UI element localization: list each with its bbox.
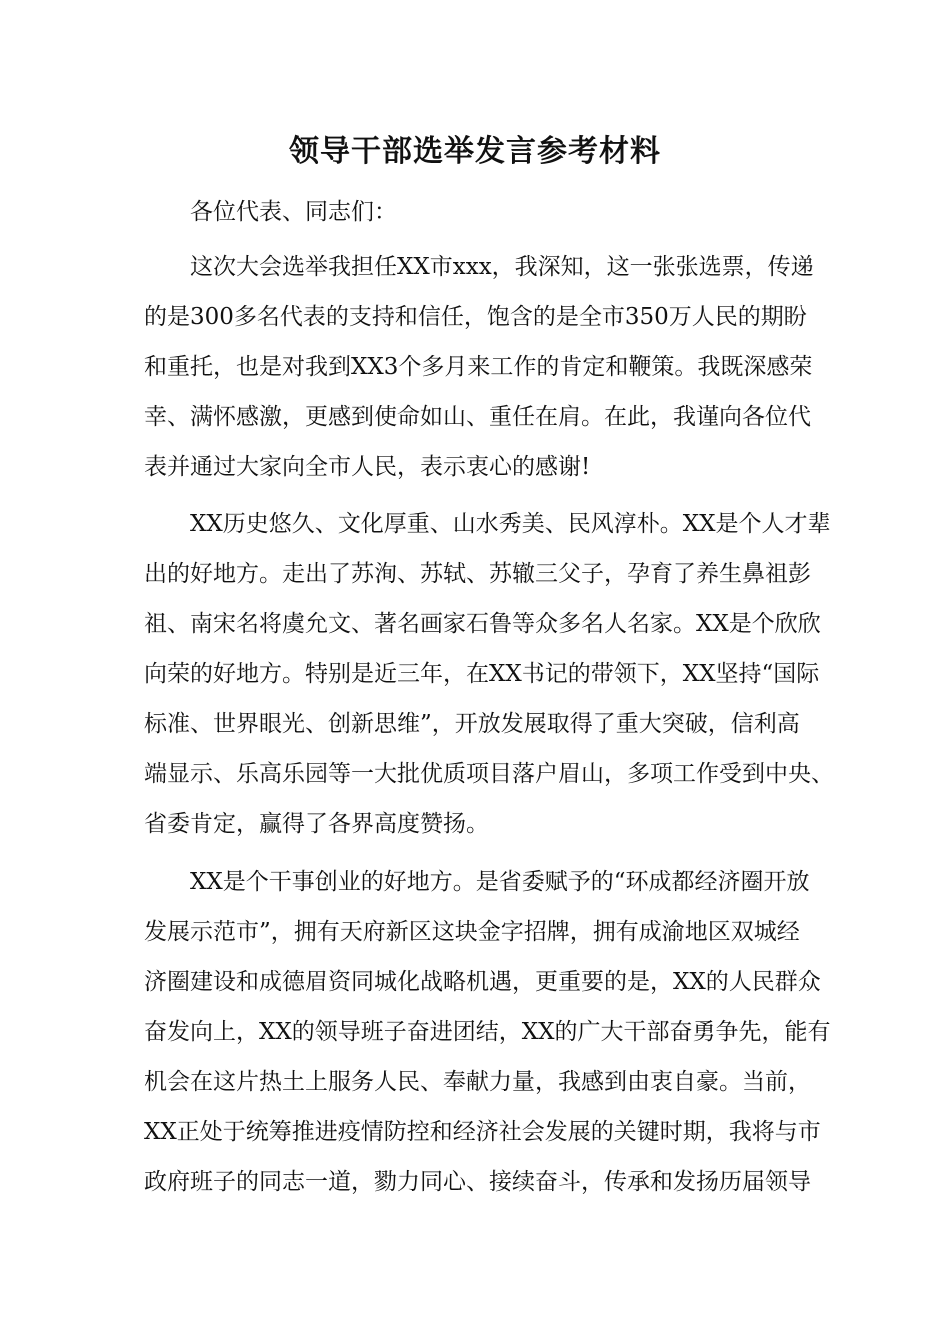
paragraph-line: 这次大会选举我担任XX市xxx，我深知，这一张张选票，传递: [190, 254, 814, 280]
paragraph-3: [144, 857, 831, 1207]
paragraph-line: 机会在这片热土上服务人民、奉献力量，我感到由衷自豪。当前，: [144, 1069, 811, 1095]
paragraph-line: 发展示范市”，拥有天府新区这块金字招牌，拥有成渝地区双城经: [144, 919, 800, 945]
paragraph-line: 标准、世界眼光、创新思维”，开放发展取得了重大突破，信利高: [144, 711, 800, 737]
salutation: 各位代表、同志们：: [190, 199, 397, 225]
paragraph-line: 的是300多名代表的支持和信任，饱含的是全市350万人民的期盼: [144, 304, 807, 330]
paragraph-line: 济圈建设和成德眉资同城化战略机遇，更重要的是，XX的人民群众: [144, 969, 821, 995]
paragraph-line: 祖、南宋名将虞允文、著名画家石鲁等众多名人名家。XX是个欣欣: [144, 611, 821, 637]
paragraph-line: 政府班子的同志一道，勠力同心、接续奋斗，传承和发扬历届领导: [144, 1169, 811, 1195]
paragraph-line: 和重托，也是对我到XX3个多月来工作的肯定和鞭策。我既深感荣: [144, 354, 813, 380]
paragraph-line: XX正处于统筹推进疫情防控和经济社会发展的关键时期，我将与市: [144, 1119, 821, 1145]
paragraph-line: 出的好地方。走出了苏洵、苏轼、苏辙三父子，孕育了养生鼻祖彭: [144, 561, 811, 587]
paragraph-line: 省委肯定，赢得了各界高度赞扬。: [144, 811, 489, 837]
paragraph-line: XX是个干事创业的好地方。是省委赋予的“环成都经济圈开放: [190, 869, 810, 895]
document-title: 领导干部选举发言参考材料: [289, 134, 661, 169]
paragraph-line: 端显示、乐高乐园等一大批优质项目落户眉山，多项工作受到中央、: [144, 761, 834, 787]
paragraph-2: [144, 499, 834, 849]
paragraph-1: [144, 242, 814, 492]
paragraph-line: 表并通过大家向全市人民，表示衷心的感谢!: [144, 454, 591, 480]
paragraph-line: XX历史悠久、文化厚重、山水秀美、民风淳朴。XX是个人才辈: [190, 511, 831, 537]
paragraph-line: 向荣的好地方。特别是近三年，在XX书记的带领下，XX坚持“国际: [144, 661, 820, 687]
paragraph-line: 奋发向上，XX的领导班子奋进团结，XX的广大干部奋勇争先，能有: [144, 1019, 831, 1045]
paragraph-line: 幸、满怀感激，更感到使命如山、重任在肩。在此，我谨向各位代: [144, 404, 811, 430]
